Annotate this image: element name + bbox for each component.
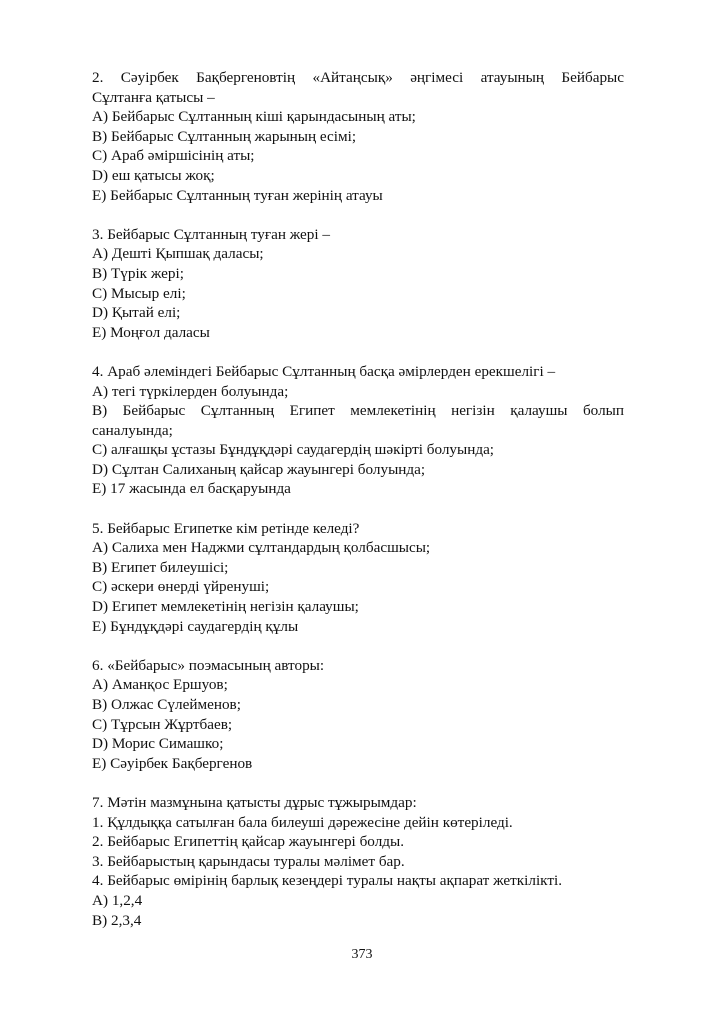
answer-option-c: C) Араб әміршісінің аты; — [92, 147, 255, 165]
answer-option-e: E) Бейбарыс Сұлтанның туған жерінің атауы — [92, 186, 383, 204]
question-7 — [92, 793, 624, 930]
question-stem: 4. Араб әлеміндегі Бейбарыс Сұлтанның басқа әмірлерден ерекшелігі – — [92, 362, 556, 380]
question-6 — [92, 656, 624, 774]
answer-option-b-continued: саналуында; — [92, 421, 173, 439]
document-page — [92, 68, 624, 950]
answer-option-a: A) Салиха мен Наджми сұлтандардың қолбасшысы; — [92, 539, 431, 557]
answer-option-a: A) тегі түркілерден болуында; — [92, 382, 289, 400]
question-stem-continued: Сұлтанға қатысы – — [92, 88, 215, 106]
question-2 — [92, 68, 624, 205]
question-stem: 5. Бейбарыс Египетке кім ретінде келеді? — [92, 519, 360, 537]
answer-option-b: B) 2,3,4 — [92, 911, 142, 929]
answer-option-d: D) еш қатысы жоқ; — [92, 166, 215, 184]
question-stem: 7. Мәтін мазмұнына қатысты дұрыс тұжырымдар: — [92, 793, 417, 811]
answer-option-e: E) Бұндұқдәрі саудагердің құлы — [92, 617, 299, 635]
answer-option-a: A) Аманқос Ершуов; — [92, 676, 228, 694]
answer-option-e: E) Сәуірбек Бақбергенов — [92, 754, 253, 772]
answer-option-b: B) Түрік жері; — [92, 264, 184, 282]
statement-4: 4. Бейбарыс өмірінің барлық кезеңдері туралы нақты ақпарат жеткілікті. — [92, 872, 563, 890]
answer-option-a: A) 1,2,4 — [92, 891, 143, 909]
answer-option-d: D) Қытай елі; — [92, 304, 181, 322]
question-stem: 3. Бейбарыс Сұлтанның туған жері – — [92, 225, 330, 243]
answer-option-a: A) Бейбарыс Сұлтанның кіші қарындасының аты; — [92, 108, 416, 126]
answer-option-d: D) Египет мемлекетінің негізін қалаушы; — [92, 598, 359, 616]
page-number: 373 — [351, 947, 373, 962]
question-5 — [92, 519, 624, 637]
answer-option-c: C) Мысыр елі; — [92, 284, 186, 302]
answer-option-b: B) Бейбарыс Сұлтанның жарының есімі; — [92, 127, 357, 145]
answer-option-e: E) Моңғол даласы — [92, 323, 210, 341]
answer-option-c: C) Тұрсын Жұртбаев; — [92, 715, 233, 733]
answer-option-b: B) Египет билеушісі; — [92, 558, 229, 576]
question-3 — [92, 225, 624, 343]
question-stem: 6. «Бейбарыс» поэмасының авторы: — [92, 656, 325, 674]
answer-option-e: E) 17 жасында ел басқаруында — [92, 480, 291, 498]
answer-option-a: A) Дешті Қыпшақ даласы; — [92, 245, 264, 263]
answer-option-b: B) Олжас Сүлейменов; — [92, 696, 241, 713]
statement-3: 3. Бейбарыстың қарындасы туралы мәлімет бар. — [92, 852, 405, 870]
answer-option-c: C) әскери өнерді үйренуші; — [92, 578, 270, 596]
answer-option-b: B) Бейбарыс Сұлтанның Египет мемлекетінің негізін қалаушы болып — [92, 402, 624, 420]
statement-2: 2. Бейбарыс Египеттің қайсар жауынгері болды. — [92, 833, 405, 851]
answer-option-c: C) алғашқы ұстазы Бұндұқдәрі саудагердің шәкірті болуында; — [92, 441, 495, 459]
answer-option-d: D) Морис Симашко; — [92, 735, 224, 753]
statement-1: 1. Құлдыққа сатылған бала билеуші дәрежесіне дейін көтеріледі. — [92, 813, 513, 831]
question-4 — [92, 362, 624, 499]
question-stem: 2. Сәуірбек Бақбергеновтің «Айтаңсық» әңгімесі атауының Бейбарыс — [92, 69, 624, 86]
answer-option-d: D) Сұлтан Салиханың қайсар жауынгері болуында; — [92, 460, 426, 478]
